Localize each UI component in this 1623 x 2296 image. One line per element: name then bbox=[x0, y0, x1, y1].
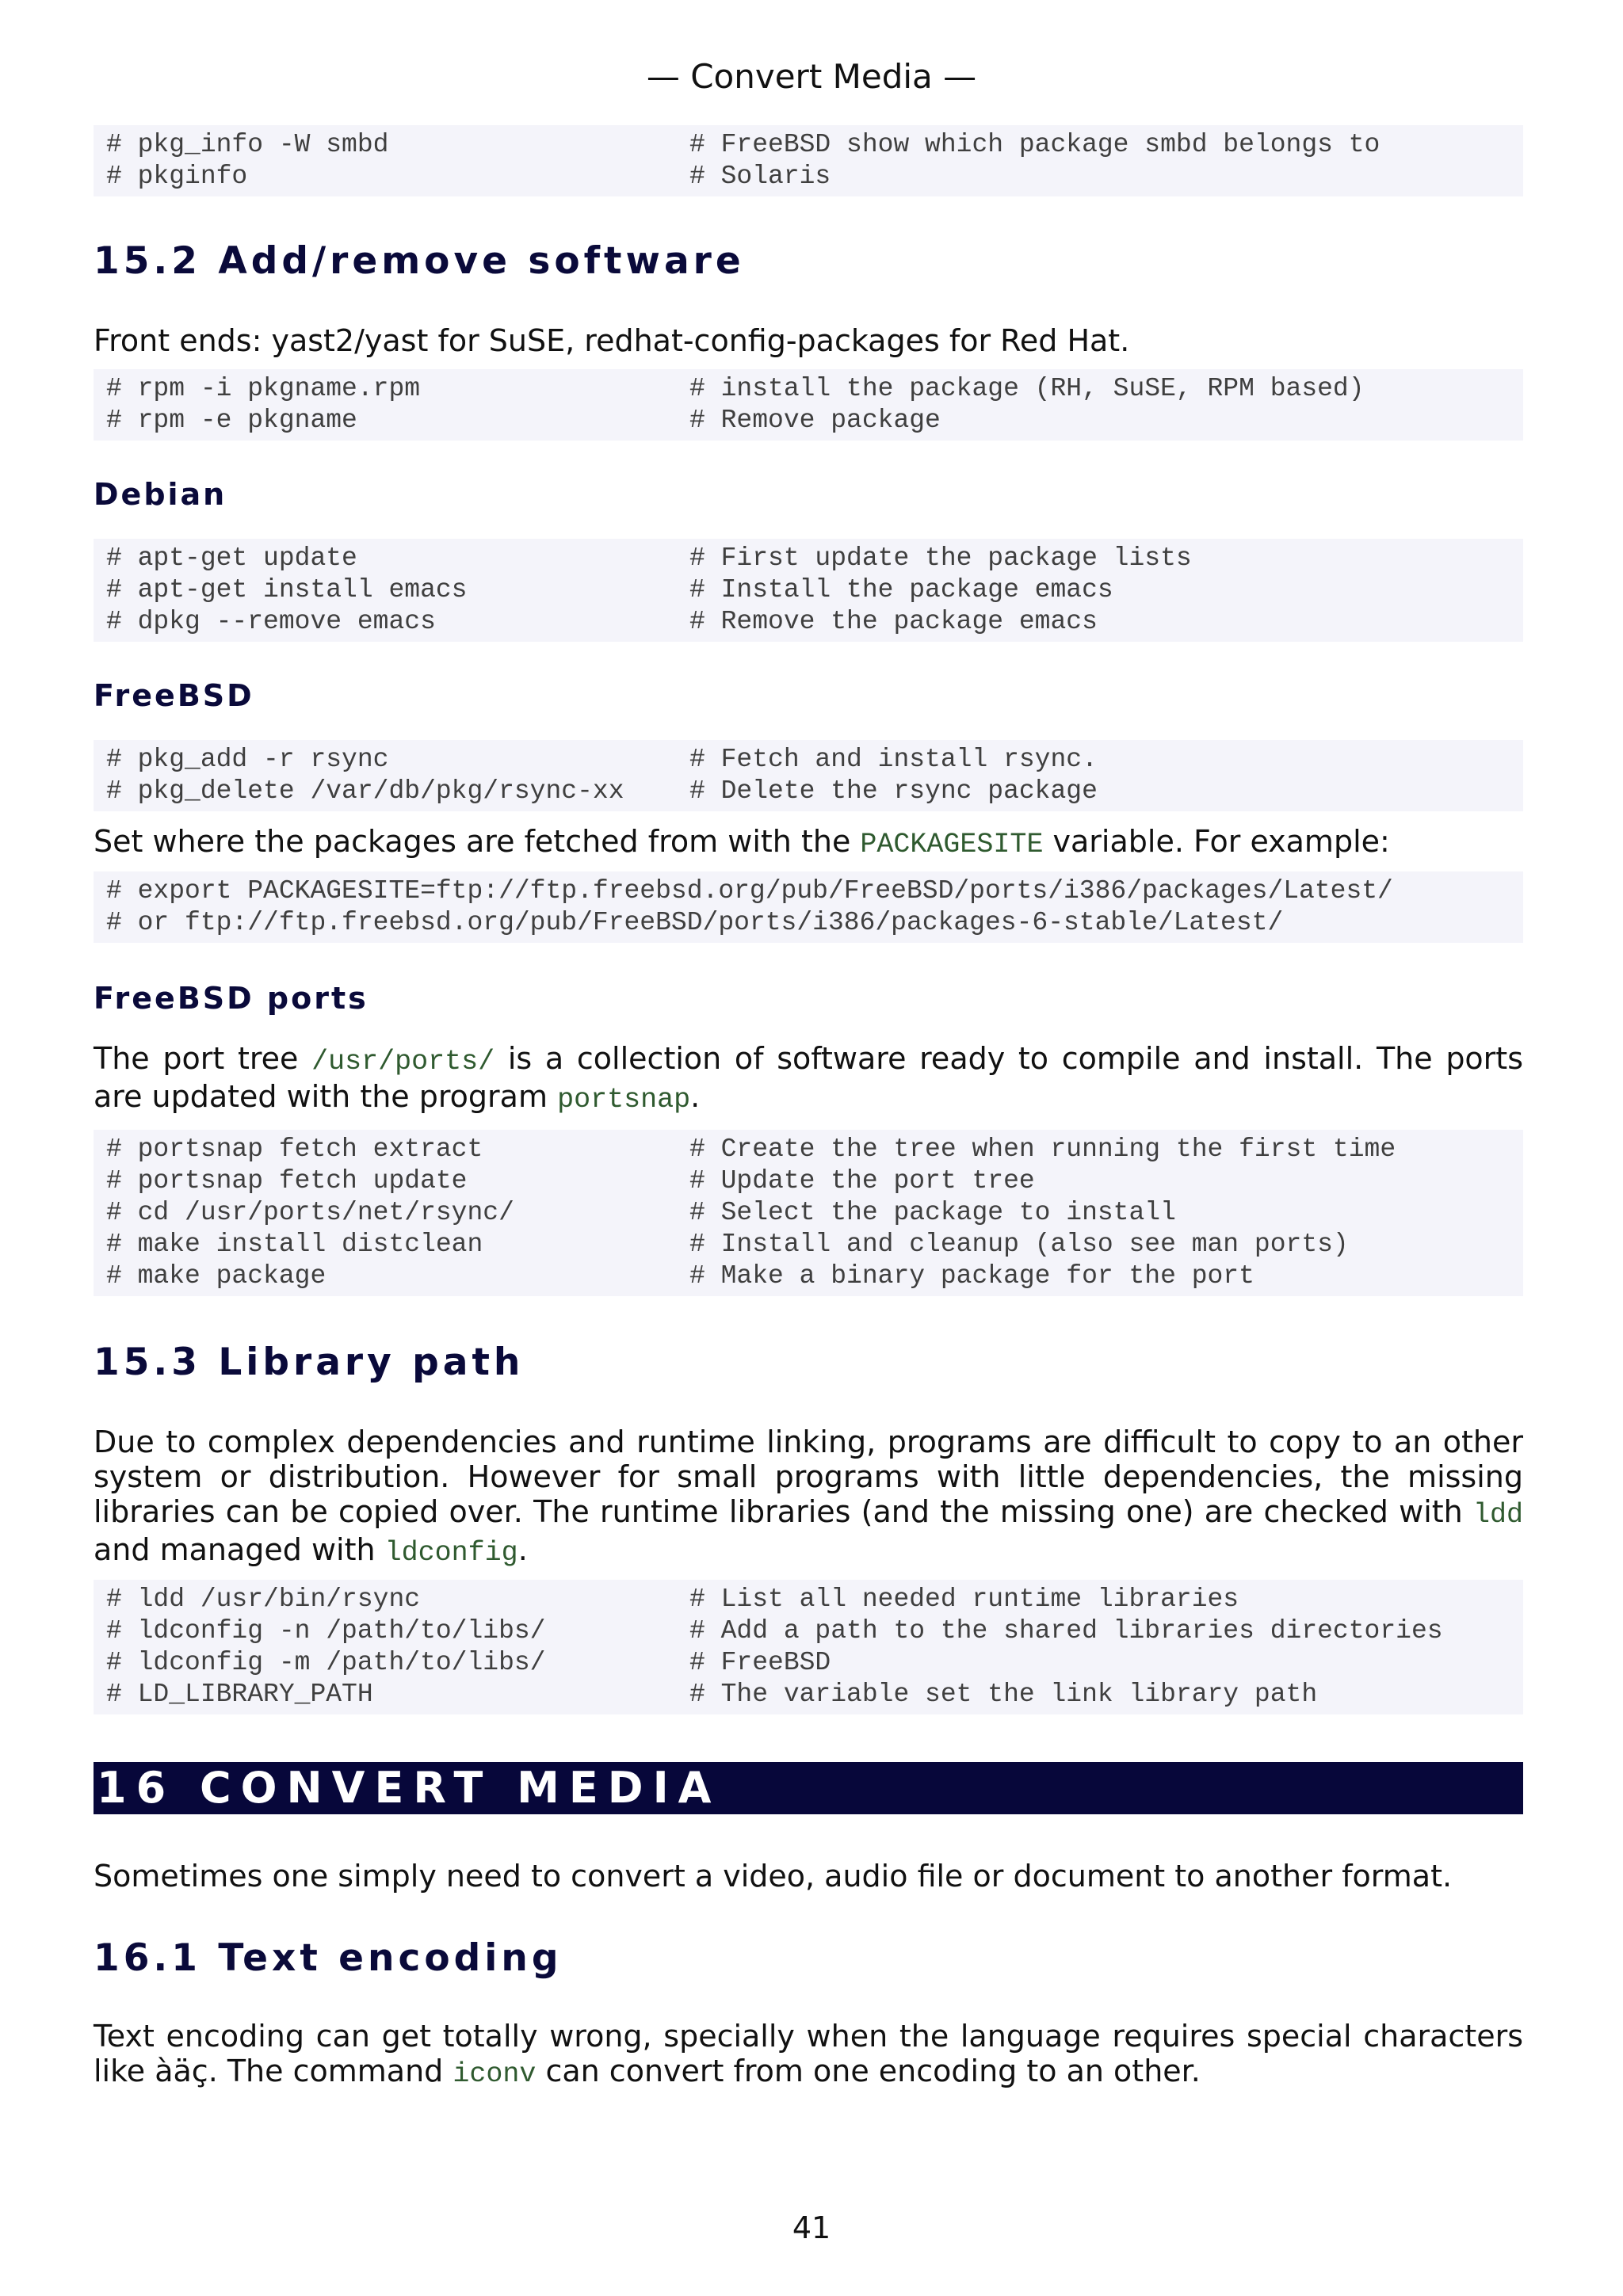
command: # ldconfig -m /path/to/libs/ bbox=[106, 1648, 546, 1677]
text-run: is a collection of software ready to compile and install. The ports are updated with the program bbox=[94, 1041, 1524, 1114]
command: # cd /usr/ports/net/rsync/ bbox=[106, 1198, 514, 1227]
command: # ldd /usr/bin/rsync bbox=[106, 1585, 421, 1614]
command: # portsnap fetch update bbox=[106, 1166, 468, 1196]
comment: # FreeBSD bbox=[689, 1648, 831, 1677]
section-heading-15-3: 15.3 Library path bbox=[94, 1341, 525, 1384]
comment: # Select the package to install bbox=[689, 1198, 1176, 1227]
subheading-debian: Debian bbox=[94, 477, 227, 512]
command: # portsnap fetch extract bbox=[106, 1135, 483, 1164]
command: # ldconfig -n /path/to/libs/ bbox=[106, 1616, 546, 1646]
subheading-freebsd: FreeBSD bbox=[94, 678, 254, 713]
section-heading-15-2: 15.2 Add/remove software bbox=[94, 239, 745, 283]
code-line bbox=[106, 1261, 1510, 1292]
code-block-ports bbox=[94, 1130, 1523, 1296]
paragraph-convert-media-intro: Sometimes one simply need to convert a video, audio file or document to another format. bbox=[94, 1859, 1453, 1894]
command: # pkg_add -r rsync bbox=[106, 745, 389, 774]
comment: # Create the tree when running the first time bbox=[689, 1135, 1396, 1164]
subheading-freebsd-ports: FreeBSD ports bbox=[94, 981, 369, 1016]
comment: # Update the port tree bbox=[689, 1166, 1035, 1196]
comment: # Delete the rsync package bbox=[689, 776, 1098, 806]
inline-code-iconv: iconv bbox=[453, 2058, 537, 2090]
inline-code-ldd: ldd bbox=[1472, 1499, 1523, 1531]
page-number: 41 bbox=[792, 2210, 831, 2245]
chapter-heading-16: 16 CONVERT MEDIA bbox=[94, 1762, 1523, 1814]
comment: # Make a binary package for the port bbox=[689, 1261, 1254, 1291]
command: # make install distclean bbox=[106, 1230, 483, 1259]
comment: # Fetch and install rsync. bbox=[689, 745, 1098, 774]
text-run: The port tree bbox=[94, 1041, 312, 1076]
command: # apt-get update bbox=[106, 543, 357, 573]
command: # pkg_info -W smbd bbox=[106, 130, 389, 159]
code-line bbox=[106, 606, 1510, 638]
comment: # List all needed runtime libraries bbox=[689, 1585, 1239, 1614]
code-line bbox=[106, 1615, 1510, 1647]
command: # rpm -i pkgname.rpm bbox=[106, 374, 421, 403]
code-line bbox=[106, 907, 1510, 939]
paragraph-packagesite bbox=[94, 824, 1523, 862]
comment: # Add a path to the shared libraries directories bbox=[689, 1616, 1443, 1646]
paragraph-text-encoding bbox=[94, 2019, 1523, 2092]
command: # make package bbox=[106, 1261, 327, 1291]
paragraph-ports bbox=[94, 1041, 1523, 1117]
code-line bbox=[106, 776, 1510, 807]
code-line bbox=[106, 1584, 1510, 1615]
code-line bbox=[106, 161, 1510, 193]
inline-code-ports-path: /usr/ports/ bbox=[311, 1046, 495, 1077]
code-block-pkginfo bbox=[94, 125, 1523, 196]
text-run: Set where the packages are fetched from with the bbox=[94, 824, 861, 859]
code-line bbox=[106, 1679, 1510, 1711]
code-line bbox=[106, 129, 1510, 161]
command: # or ftp://ftp.freebsd.org/pub/FreeBSD/ports/i386/packages-6-stable/Latest/ bbox=[106, 908, 1284, 937]
text-run: Text encoding can get totally wrong, specially when the language requires special characters like àäç. The command bbox=[94, 2019, 1523, 2088]
section-heading-16-1: 16.1 Text encoding bbox=[94, 1936, 563, 1980]
code-line bbox=[106, 875, 1510, 907]
code-line bbox=[106, 405, 1510, 437]
code-line bbox=[106, 574, 1510, 606]
text-run: and managed with bbox=[94, 1532, 385, 1567]
running-header: — Convert Media — bbox=[646, 57, 977, 96]
command: # pkginfo bbox=[106, 162, 248, 191]
code-line bbox=[106, 543, 1510, 574]
command: # rpm -e pkgname bbox=[106, 406, 357, 435]
code-block-library bbox=[94, 1580, 1523, 1714]
code-block-packagesite bbox=[94, 871, 1523, 943]
code-line bbox=[106, 373, 1510, 405]
text-run: Due to complex dependencies and runtime linking, programs are difficult to copy to an other system or distribution. However for small programs with little dependencies, the missing libraries can be copied over. The runtime libraries (and the missing one) are checked with bbox=[94, 1425, 1523, 1529]
paragraph-library-path bbox=[94, 1425, 1523, 1570]
comment: # Solaris bbox=[689, 162, 831, 191]
comment: # Remove the package emacs bbox=[689, 607, 1098, 636]
code-line bbox=[106, 1165, 1510, 1197]
comment: # Install and cleanup (also see man ports) bbox=[689, 1230, 1349, 1259]
inline-code-portsnap: portsnap bbox=[557, 1084, 691, 1116]
text-run: . bbox=[690, 1079, 701, 1114]
text-run: . bbox=[517, 1532, 528, 1567]
comment: # FreeBSD show which package smbd belongs to bbox=[689, 130, 1381, 159]
paragraph-front-ends: Front ends: yast2/yast for SuSE, redhat-config-packages for Red Hat. bbox=[94, 323, 1130, 358]
comment: # The variable set the link library path bbox=[689, 1680, 1318, 1709]
code-line bbox=[106, 1647, 1510, 1679]
code-block-debian bbox=[94, 539, 1523, 642]
comment: # Install the package emacs bbox=[689, 575, 1113, 605]
text-run: variable. For example: bbox=[1043, 824, 1390, 859]
command: # LD_LIBRARY_PATH bbox=[106, 1680, 373, 1709]
code-line bbox=[106, 1229, 1510, 1261]
inline-code-packagesite: PACKAGESITE bbox=[860, 829, 1044, 860]
code-block-rpm bbox=[94, 369, 1523, 441]
comment: # Remove package bbox=[689, 406, 941, 435]
command: # pkg_delete /var/db/pkg/rsync-xx bbox=[106, 776, 624, 806]
code-block-freebsd bbox=[94, 740, 1523, 811]
comment: # install the package (RH, SuSE, RPM based) bbox=[689, 374, 1365, 403]
text-run: can convert from one encoding to an other. bbox=[536, 2054, 1201, 2088]
inline-code-ldconfig: ldconfig bbox=[384, 1537, 518, 1569]
command: # dpkg --remove emacs bbox=[106, 607, 436, 636]
code-line bbox=[106, 1134, 1510, 1165]
comment: # First update the package lists bbox=[689, 543, 1192, 573]
command: # export PACKAGESITE=ftp://ftp.freebsd.org/pub/FreeBSD/ports/i386/packages/Latest/ bbox=[106, 876, 1393, 906]
code-line bbox=[106, 744, 1510, 776]
command: # apt-get install emacs bbox=[106, 575, 468, 605]
code-line bbox=[106, 1197, 1510, 1229]
